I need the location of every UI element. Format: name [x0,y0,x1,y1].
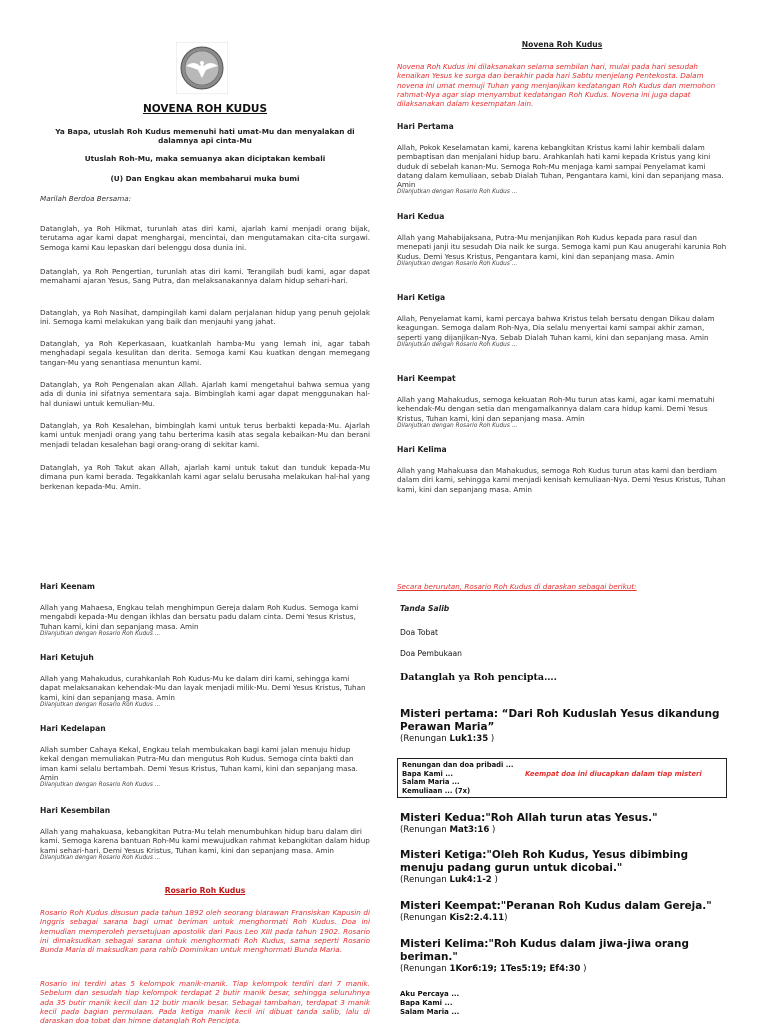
day-continue-note: Dilanjutkan dengan Rosario Roh Kudus ... [40,854,161,861]
misteri-5 [400,938,710,964]
misteri-1-label: Misteri pertama: [400,708,498,720]
prayer-paragraph: Datanglah, ya Roh Kesalehan, bimbinglah kami untuk terus berbakti kepada-Mu. Ajarlah kami untuk menjadi orang yang tahu berterima kasih atas segala kebaikan-Mu dan berani menjadi teladan kesalehan bagi orang-orang di sekitar kami. [40,421,370,449]
day-text: Allah, Pokok Keselamatan kami, karena kebangkitan Kristus kami lahir kembali dalam pembaptisan dan menjalani hidup baru. Arahkanlah hati kami kepada Kristus yang kini duduk di sebelah kanan-Mu. Semoga Roh-Mu menjaga kami sampai Penyelamat kami datang dalam kemuliaan, sebab Dialah Tuhan, Pengantara kami, kini dan sepanjang masa. Amin [397,143,724,190]
emblem-logo [176,42,228,94]
prayer-box [397,758,727,798]
misteri-1-text: “Dari Roh Kuduslah Yesus dikandung Perawan Maria” [400,708,720,733]
prayer-paragraph: Datanglah, ya Roh Takut akan Allah, ajarlah kami untuk takut dan tunduk kepada-Mu dimana pun kami berada. Tegakkanlah kami agar selalu berusaha melakukan hal-hal yang berkenan kepada-Mu. Amin. [40,463,370,491]
box-line: Salam Maria ... [402,778,460,786]
prayer-paragraph: Datanglah, ya Roh Pengertian, turunlah atas diri kami. Terangilah budi kami, agar dapat memahami ajaran Yesus, Sang Putra, dan melaksanakannya dalam hidup sehari-hari. [40,267,370,286]
intro-verse-2: Utuslah Roh-Mu, maka semuanya akan diciptakan kembali [84,154,326,164]
day-title: Hari Keempat [397,374,456,383]
prayer-label: Marilah Berdoa Bersama: [40,194,132,204]
day-text: Allah sumber Cahaya Kekal, Engkau telah membukakan bagi kami jalan menuju hidup kekal dengan memuliakan Putra-Mu dan mengutus Roh Kudus. Semoga cinta bakti dan iman kami selalu bertambah. Demi Yesus Kristus, Tuhan kami, kini dan sepanjang masa. Amin [40,745,358,782]
day-title: Hari Ketiga [397,293,446,302]
prayer-paragraph: Datanglah, ya Roh Nasihat, dampingilah kami dalam perjalanan hidup yang penuh gejolak ini. Semoga kami melakukan yang baik dan menjauhi yang jahat. [40,308,370,327]
day-title: Hari Keenam [40,582,95,591]
day-continue-note: Dilanjutkan dengan Rosario Roh Kudus ... [40,630,161,637]
box-note: Keempat doa ini diucapkan dalam tiap misteri [525,770,702,778]
misteri-3 [400,849,710,875]
closing-prayer: Aku Percaya ... [400,990,460,998]
day-text: Allah yang Mahaesa, Engkau telah menghimpun Gereja dalam Roh Kudus. Semoga kami mengabdi kepada-Mu dengan ikhlas dan bersatu padu dalam cinta. Demi Yesus Kristus, Tuhan kami, kini dan sepanjang masa. Amin [40,603,359,631]
misteri-5-text: "Roh Kudus dalam jiwa-jiwa orang beriman." [400,938,689,963]
misteri-1 [400,708,720,734]
misteri-3-label: Misteri Ketiga: [400,849,487,861]
day-text: Allah yang Mahakudus, semoga kekuatan Roh-Mu turun atas kami, agar kami mematuhi kehendak-Mu dengan setia dan mengamalkannya dalam cara hidup kami. Demi Yesus Kristus, Tuhan kami, kini dan sepanjang masa. Amin [397,395,715,423]
rosario-order-intro: Secara berurutan, Rosario Roh Kudus di daraskan sebagai berikut: [397,582,637,591]
day-title: Hari Ketujuh [40,653,94,662]
day-text: Allah yang Mahabijaksana, Putra-Mu menjanjikan Roh Kudus kepada para rasul dan menepati janji itu sesudah Dia naik ke surga. Semoga kami pun Kau anugerahi karunia Roh Kudus. Demi Yesus Kristus, Pengantara kami, kini dan sepanjang masa. Amin [397,233,727,261]
misteri-2-text: "Roh Allah turun atas Yesus." [485,812,658,824]
misteri-2-renungan: (Renungan Mat3:16 ) [400,825,496,835]
day-title: Hari Pertama [397,122,454,131]
day-continue-note: Dilanjutkan dengan Rosario Roh Kudus ... [397,422,518,429]
misteri-3-renungan: (Renungan Luk4:1-2 ) [400,875,498,885]
prayer-paragraph: Datanglah, ya Roh Keperkasaan, kuatkanlah hamba-Mu yang lemah ini, agar tabah menghadapi segala kesulitan dan derita. Semoga kami Kau kuatkan dengan memegang tangan-Mu yang senantiasa menuntun kami. [40,339,370,367]
rosario-heading: Rosario Roh Kudus [164,886,246,895]
intro-verse-1: Ya Bapa, utuslah Roh Kudus memenuhi hati umat-Mu dan menyalakan di dalamnya api cinta-Mu [55,127,355,146]
box-line: Kemuliaan ... (7x) [402,786,471,795]
misteri-3-text: "Oleh Roh Kudus, Yesus dibimbing menuju padang gurun untuk dicobai." [400,849,689,874]
day-text: Allah, Penyelamat kami, kami percaya bahwa Kristus telah bersatu dengan Dikau dalam keagungan. Semoga dalam Roh-Nya, Dia selalu menyertai kami sampai akhir zaman, seperti yang dijanjikan-Nya. Sebab Dialah Tuhan kami, kini dan sepanjang masa. Amin [397,314,715,342]
closing-prayer: Bapa Kami ... [400,999,453,1007]
closing-prayer: Salam Maria ... [400,1008,460,1016]
misteri-2 [400,812,720,825]
day-text: Allah yang Mahakudus, curahkanlah Roh Kudus-Mu ke dalam diri kami, sehingga kami dapat melaksanakan kehendak-Mu dan layak menjadi milik-Mu. Demi Yesus Kristus, Tuhan kami, kini dan sepanjang masa. Amin [40,674,366,702]
misteri-4-renungan: (Renungan Kis2:2.4.11) [400,913,508,923]
box-line: Renungan dan doa pribadi ... [402,761,514,769]
day-title: Hari Kesembilan [40,806,111,815]
day-text: Allah yang Mahakuasa dan Mahakudus, semoga Roh Kudus turun atas kami dan berdiam dalam diri kami, sehingga kami menjadi kenisah kemuliaan-Nya. Demi Yesus Kristus, Tuhan kami, kini dan sepanjang masa. Amin [397,466,726,494]
prayer-paragraph: Datanglah, ya Roh Pengenalan akan Allah. Ajarlah kami mengetahui bahwa semua yang ada di dunia ini sifatnya sementara saja. Bimbinglah kami agar dapat menggunakan hal-hal duniawi untuk kemulian-Mu. [40,380,370,408]
day-continue-note: Dilanjutkan dengan Rosario Roh Kudus ... [397,260,518,267]
day-title: Hari Kedelapan [40,724,106,733]
prayer-paragraph: Datanglah, ya Roh Hikmat, turunlah atas diri kami, ajarlah kami menjadi orang bijak, terutama agar kami dapat menghargai, mencintai, dan mengutamakan cita-cita surgawi. Semoga kami Kau lepaskan dari belenggu dosa dunia ini. [40,224,370,252]
misteri-4-label: Misteri Keempat: [400,900,501,912]
intro-verse-3: (U) Dan Engkau akan membaharui muka bumi [110,174,300,184]
document-title: NOVENA ROH KUDUS [142,103,268,115]
day-continue-note: Dilanjutkan dengan Rosario Roh Kudus ... [40,782,161,789]
doa-pembukaan: Doa Pembukaan [400,649,462,658]
day-continue-note: Dilanjutkan dengan Rosario Roh Kudus ... [40,701,161,708]
day-title: Hari Kedua [397,212,445,221]
misteri-5-renungan: (Renungan 1Kor6:19; 1Tes5:19; Ef4:30 ) [400,964,587,974]
misteri-2-label: Misteri Kedua: [400,812,486,824]
misteri-1-renungan: (Renungan Luk1:35 ) [400,734,495,744]
box-line: Bapa Kami ... [402,769,453,778]
rosario-history: Rosario Roh Kudus disusun pada tahun 1892 oleh seorang biarawan Fransiskan Kapusin di Inggris sebagai sarana bagi umat beriman untuk menghormati Roh Kudus. Doa ini kemudian memperoleh persetujuan apostolik dari Paus Leo XIII pada tahun 1902. Rosario ini dimaksudkan sebagai sarana untuk menghormati Roh Kudus, sama seperti Rosario Bunda Maria di maksudkan para rahib Dominikan untuk menghormati Bunda Maria. [40,908,370,955]
novena-intro: Novena Roh Kudus ini dilaksanakan selama sembilan hari, mulai pada hari sesudah kenaikan Yesus ke surga dan berakhir pada hari Sabtu menjelang Pentekosta. Dalam novena ini umat memuji Tuhan yang menjanjikan kedatangan Roh Kudus dan memohon rahmat-Nya agar siap menyambut kedatangan Roh Kudus. Novena ini juga dapat dilaksanakan dalam kesempatan lain. [397,62,716,109]
misteri-4-text: "Peranan Roh Kudus dalam Gereja." [500,900,712,912]
rosario-structure: Rosario ini terdiri atas 5 kelompok manik-manik. Tiap kelompok terdiri dari 7 manik. Sebelum dan sesudah tiap kelompok terdapat 2 butir manik besar, sehingga seluruhnya ada 35 butir manik kecil dan 12 butir manik besar. Sebagai tambahan, terdapat 3 manik kecil pada bagian permulaan. Pada ketiga manik kecil ini dibuat tanda salib, lalu di daraskan doa tobat dan himne datanglah Roh Pencipta. [40,979,370,1024]
novena-heading: Novena Roh Kudus [521,40,603,49]
doa-tobat: Doa Tobat [400,628,439,637]
day-continue-note: Dilanjutkan dengan Rosario Roh Kudus ... [397,341,518,348]
datanglah-hymn: Datanglah ya Roh pencipta…. [400,672,557,683]
misteri-5-label: Misteri Kelima: [400,938,489,950]
day-title: Hari Kelima [397,445,447,454]
day-continue-note: Dilanjutkan dengan Rosario Roh Kudus ... [397,189,518,196]
tanda-salib: Tanda Salib [400,604,450,613]
misteri-4 [400,900,730,913]
day-text: Allah yang mahakuasa, kebangkitan Putra-Mu telah menumbuhkan hidup baru dalam diri kami. Semoga karena bantuan Roh-Mu kami mewujudkan rahmat kebangkitan dalam hidup kami sehari-hari. Demi Yesus Kristus, Tuhan kami, kini dan sepanjang masa. Amin [40,827,370,855]
